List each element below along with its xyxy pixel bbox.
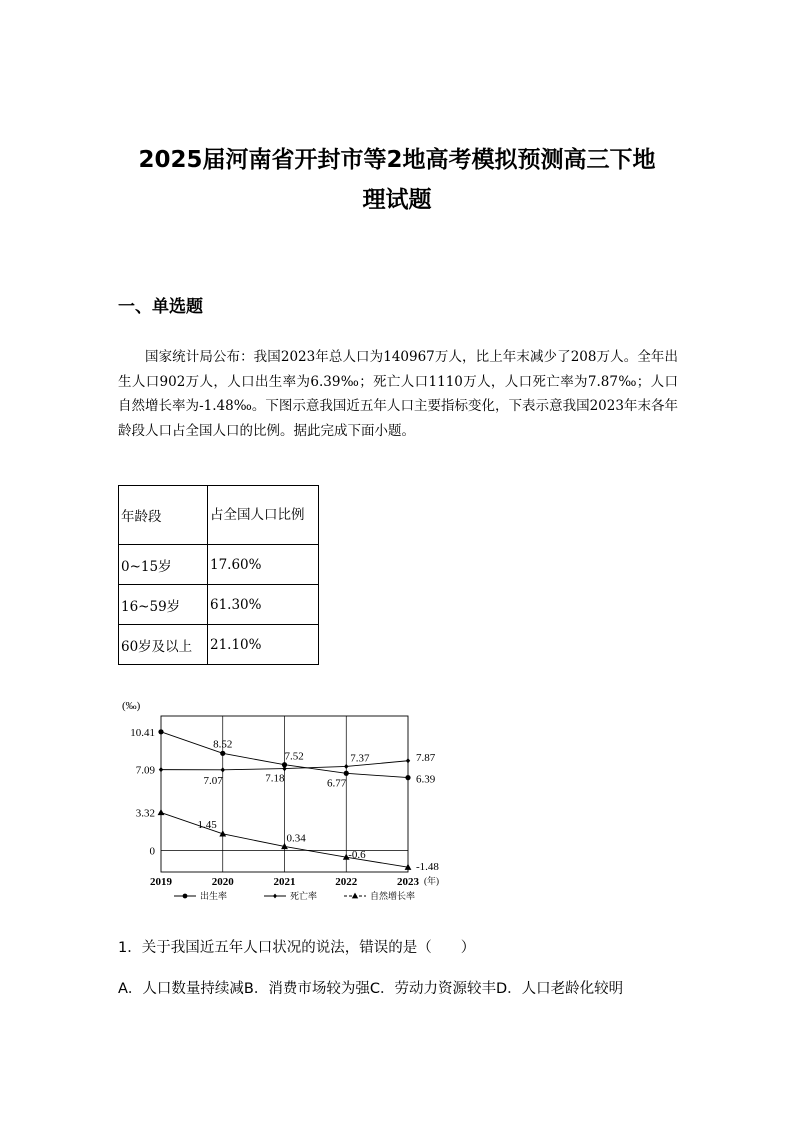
data-label: 8.52 xyxy=(213,738,233,751)
intro-paragraph: 国家统计局公布：我国2023年总人口为140967万人，比上年末减少了208万人。全年出生人口902万人，人口出生率为6.39‰；死亡人口1110万人，人口死亡率为7.87‰；人口自然增长率为-1.48‰。下图示意我国近五年人口主要指标变化，下表示意我国2023年末各年龄段人口占全国人口的比例。据此完成下面小题。 xyxy=(118,349,678,439)
title-line-2: 理试题 xyxy=(362,187,432,213)
option-c[interactable]: C．劳动力资源较丰 xyxy=(369,981,496,997)
y-tick-label: 7.09 xyxy=(135,764,155,777)
data-label: -0.6 xyxy=(348,849,366,862)
option-b[interactable]: B．消费市场较为强 xyxy=(243,981,370,997)
data-label: 7.87 xyxy=(416,751,436,764)
table-cell: 16~59岁 xyxy=(119,585,208,625)
y-tick-label: 3.32 xyxy=(135,807,155,820)
data-label: -1.48 xyxy=(416,861,439,874)
population-line-chart xyxy=(118,690,468,910)
x-tick-label: 2023 xyxy=(397,876,419,888)
y-tick-label: 10.41 xyxy=(130,726,155,739)
data-point xyxy=(344,771,349,776)
table-row xyxy=(119,625,319,665)
option-a[interactable]: A．人口数量持续减 xyxy=(118,981,244,997)
table-cell: 21.10% xyxy=(208,625,319,665)
table-header-cell: 占全国人口比例 xyxy=(208,486,319,545)
data-point xyxy=(221,767,225,772)
legend-label: 死亡率 xyxy=(290,892,318,902)
data-point xyxy=(405,775,410,780)
option-d[interactable]: D．人口老龄化较明 xyxy=(496,981,624,997)
x-tick-label: 2020 xyxy=(211,876,234,888)
legend-marker xyxy=(183,894,188,899)
data-point xyxy=(159,767,163,772)
question-stem: 1．关于我国近五年人口状况的说法，错误的是（ ） xyxy=(118,940,476,956)
age-distribution-table xyxy=(118,485,319,665)
legend-label: 出生率 xyxy=(200,892,228,902)
page-title xyxy=(100,140,694,220)
legend-marker xyxy=(352,893,358,899)
table-cell: 61.30% xyxy=(208,585,319,625)
data-point xyxy=(406,758,410,763)
table-cell: 0~15岁 xyxy=(119,545,208,585)
data-label: 1.45 xyxy=(197,818,217,831)
data-point xyxy=(158,809,165,815)
table-cell: 60岁及以上 xyxy=(119,625,208,665)
table-header-cell: 年龄段 xyxy=(119,486,208,545)
x-tick-label: 2022 xyxy=(335,876,358,888)
y-tick-label: 0 xyxy=(149,845,155,858)
table-row xyxy=(119,545,319,585)
data-label: 7.52 xyxy=(284,750,304,763)
x-tick-label: 2021 xyxy=(273,876,296,888)
x-unit-label: (年) xyxy=(424,876,439,886)
y-unit-label: (‰) xyxy=(122,700,141,712)
section-heading: 一、单选题 xyxy=(118,297,203,317)
x-tick-label: 2019 xyxy=(150,876,172,888)
legend-label: 自然增长率 xyxy=(370,892,416,902)
table-cell: 17.60% xyxy=(208,545,319,585)
data-point xyxy=(220,751,225,756)
table-header-row xyxy=(119,486,319,545)
data-label: 7.07 xyxy=(203,774,223,787)
legend-marker xyxy=(273,894,277,899)
table-row xyxy=(119,585,319,625)
title-line-1: 2025届河南省开封市等2地高考模拟预测高三下地 xyxy=(138,147,656,173)
data-label: 7.37 xyxy=(350,752,370,765)
data-label: 6.39 xyxy=(416,773,436,786)
data-label: 0.34 xyxy=(286,832,306,845)
question-options xyxy=(118,977,623,998)
data-label: 6.77 xyxy=(327,777,347,790)
data-point xyxy=(158,729,163,734)
data-point xyxy=(344,764,348,769)
data-label: 7.18 xyxy=(265,772,285,785)
